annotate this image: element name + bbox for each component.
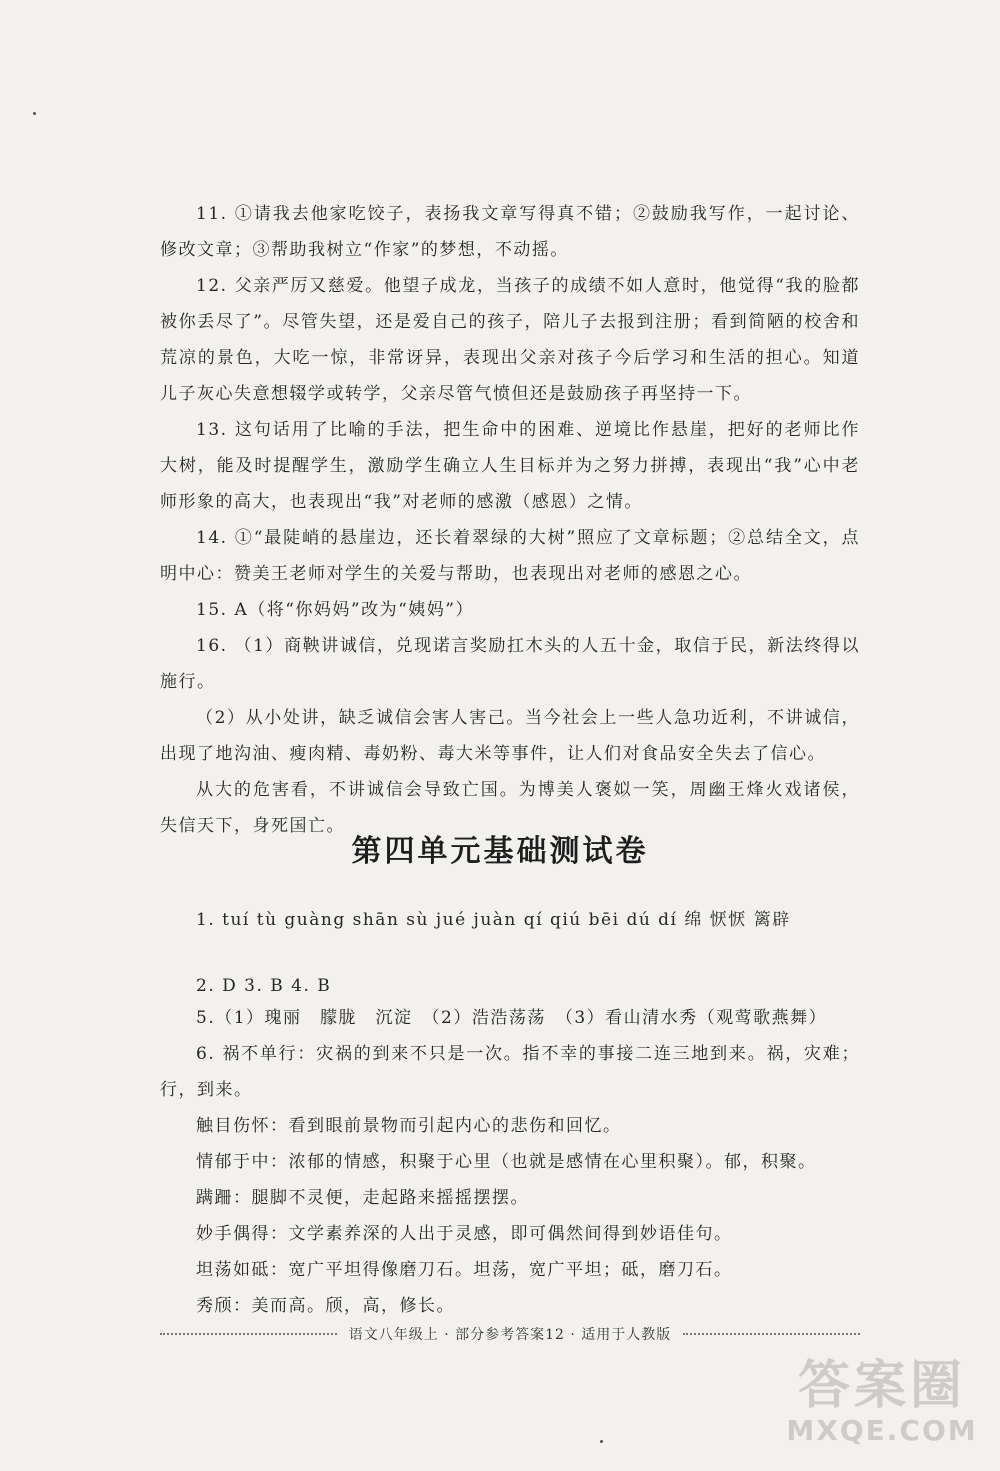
answer-12: 12. 父亲严厉又慈爱。他望子成龙，当孩子的成绩不如人意时，他觉得“我的脸都被你丢尽了”。尽管失望，还是爱自己的孩子，陪儿子去报到注册；看到简陋的校舍和荒凉的景色，大吃一惊，非常讶异，表现出父亲对孩子今后学习和生活的担心。知道儿子灰心失意想辍学或转学，父亲尽管气愤但还是鼓励孩子再坚持一下。	[160, 276, 860, 404]
answer-16-part3: 从大的危害看，不讲诚信会导致亡国。为博美人褒姒一笑，周幽王烽火戏诸侯，失信天下，身死国亡。	[160, 780, 860, 836]
answer-1-pinyin: 1. tuí tù guàng shān sù jué juàn qí qiú bēi dú dí 绵 恹恹 篱辟	[196, 910, 791, 930]
scan-speck	[600, 1440, 603, 1443]
idiom-panshan: 蹒跚：腿脚不灵便，走起路来摇摇摆摆。	[196, 1188, 529, 1208]
footer-text: 语文八年级上 · 部分参考答案12 · 适用于人教版	[348, 1327, 672, 1343]
page-footer	[160, 1324, 860, 1344]
idiom-miaoshou: 妙手偶得：文学素养深的人出于灵感，即可偶然间得到妙语佳句。	[196, 1224, 733, 1244]
answer-14: 14. ①“最陡峭的悬崖边，还长着翠绿的大树”照应了文章标题；②总结全文，点明中心：赞美王老师对学生的关爱与帮助，也表现出对老师的感恩之心。	[160, 528, 860, 584]
answer-11: 11. ①请我去他家吃饺子，表扬我文章写得真不错；②鼓励我写作，一起讨论、修改文章；③帮助我树立“作家”的梦想，不动摇。	[160, 204, 860, 260]
footer-divider-right	[683, 1333, 860, 1335]
footer-divider-left	[160, 1333, 337, 1335]
watermark-url: MXQE.COM	[786, 1413, 978, 1447]
idiom-qingyu: 情郁于中：浓郁的情感，积聚于心里（也就是感情在心里积聚）。郁，积聚。	[196, 1152, 817, 1172]
answer-2-4: 2. D 3. B 4. B	[196, 976, 332, 996]
answer-16-part2: （2）从小处讲，缺乏诚信会害人害己。当今社会上一些人急功近利，不讲诚信，出现了地沟油、瘦肉精、毒奶粉、毒大米等事件，让人们对食品安全失去了信心。	[160, 708, 860, 764]
site-watermark	[786, 1347, 978, 1457]
answer-16-part1: 16. （1）商鞅讲诚信，兑现诺言奖励扛木头的人五十金，取信于民，新法终得以施行。	[160, 636, 860, 692]
idiom-xiuqi: 秀颀：美而高。颀，高，修长。	[196, 1296, 455, 1316]
watermark-logo-text: 答案圈	[797, 1355, 966, 1416]
answer-5: 5.（1）瑰丽 朦胧 沉淀 （2）浩浩荡荡 （3）看山清水秀（观莺歌燕舞）	[196, 1008, 828, 1028]
idiom-chumu: 触目伤怀：看到眼前景物而引起内心的悲伤和回忆。	[196, 1116, 622, 1136]
answer-6: 6. 祸不单行：灾祸的到来不只是一次。指不幸的事接二连三地到来。祸，灾难；行，到来。	[160, 1044, 860, 1100]
idiom-tandang: 坦荡如砥：宽广平坦得像磨刀石。坦荡，宽广平坦；砥，磨刀石。	[196, 1260, 733, 1280]
section-title: 第四单元基础测试卷	[351, 834, 649, 869]
answer-15: 15. A（将“你妈妈”改为“姨妈”）	[196, 600, 474, 620]
answer-13: 13. 这句话用了比喻的手法，把生命中的困难、逆境比作悬崖，把好的老师比作大树，能及时提醒学生，激励学生确立人生目标并为之努力拼搏，表现出“我”心中老师形象的高大，也表现出“我”对老师的感激（感恩）之情。	[160, 420, 860, 512]
scan-speck	[33, 112, 36, 115]
